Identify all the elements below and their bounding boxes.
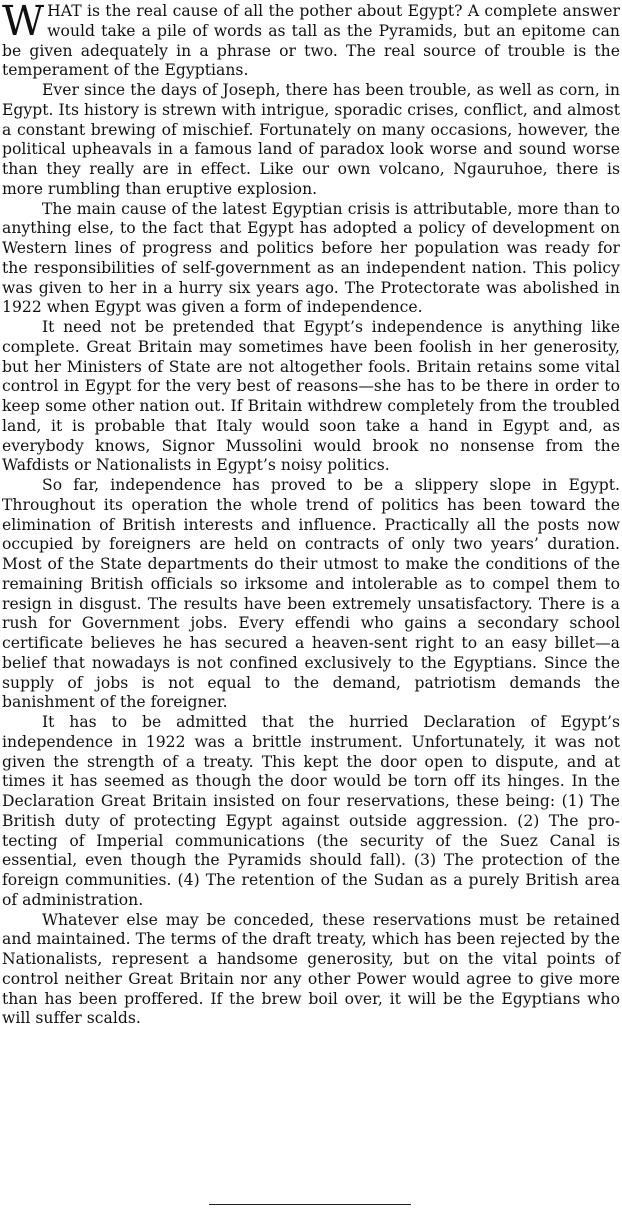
article-paragraph-4: It need not be pretended that Egypt’s independence is anything like complete. Great Britain may sometimes have been foolish in her generosity, but her Ministers of State are not altogether fools. Britain retains some vital control in Egypt for the very best of reasons—she has to be there in order to keep some other nation out. If Britain withdrew completely from the troubled land, it is probable that Italy would soon take a hand in Egypt and, as everybody knows, Signor Mussolini would brook no nonsense from the Wafdists or Nationalists in Egypt’s noisy politics. [2, 318, 620, 475]
article-paragraph-2: Ever since the days of Joseph, there has been trouble, as well as corn, in Egypt. Its history is strewn with intrigue, sporadic crises, conflict, and almost a constant brewing of mischief. Fortunately on many occasions, however, the political upheavals in a famous land of paradox look worse and sound worse than they really are in effect. Like our own volcano, Ngauruhoe, there is more rumbling than eruptive explosion. [2, 81, 620, 198]
article-paragraph-1 [2, 2, 620, 81]
drop-cap: W [2, 0, 45, 45]
closing-rule [209, 1204, 411, 1205]
article-body [2, 2, 620, 1029]
article-paragraph-7: Whatever else may be conceded, these reservations must be retained and maintained. The terms of the draft treaty, which has been rejected by the Nationalists, represent a handsome generosity, but on the vital points of control neither Great Britain nor any other Power would agree to give more than has been proffered. If the brew boil over, it will be the Egyptians who will suffer scalds. [2, 910, 620, 1028]
article-paragraph-6: It has to be admitted that the hurried Declaration of Egypt’s independence in 1922 was a brittle instrument. Unfortunately, it was not given the strength of a treaty. This kept the door open to dispute, and at times it has seemed as though the door would be torn off its hinges. In the Declaration Great Britain insisted on four reservations, these being: (1) The British duty of protecting Egypt against outside aggression. (2) The protecting of Imperial communications (the security of the Suez Canal is essential, even though the Pyramids should fall). (3) The protection of the foreign communities. (4) The retention of the Sudan as a purely British area of administration. [2, 713, 620, 909]
article-paragraph-3: The main cause of the latest Egyptian crisis is attributable, more than to anything else, to the fact that Egypt has adopted a policy of development on Western lines of progress and politics before her population was ready for the responsibilities of self-government as an independent nation. This policy was given to her in a hurry six years ago. The Protectorate was abolished in 1922 when Egypt was given a form of independence. [2, 199, 620, 317]
article-paragraph-5: So far, independence has proved to be a slippery slope in Egypt. Throughout its operation the whole trend of politics has been toward the elimination of British interests and influence. Practically all the posts now occupied by foreigners are held on contracts of only two years’ duration. Most of the State departments do their utmost to make the conditions of the remaining British officials so irksome and intolerable as to compel them to resign in disgust. The results have been extremely unsatisfactory. There is a rush for Government jobs. Every effendi who gains a secondary school certificate believes he has secured a heaven-sent right to an easy billet—a belief that nowadays is not confined exclusively to the Egyptians. Since the supply of jobs is not equal to the demand, patriotism demands the banishment of the foreigner. [2, 476, 620, 712]
paragraph-1-text: HAT is the real cause of all the pother about Egypt? A complete answer would take a pile of words as tall as the Pyramids, but an epitome can be given adequately in a phrase or two. The real source of trouble is the temperament of the Egyptians. [2, 2, 620, 80]
